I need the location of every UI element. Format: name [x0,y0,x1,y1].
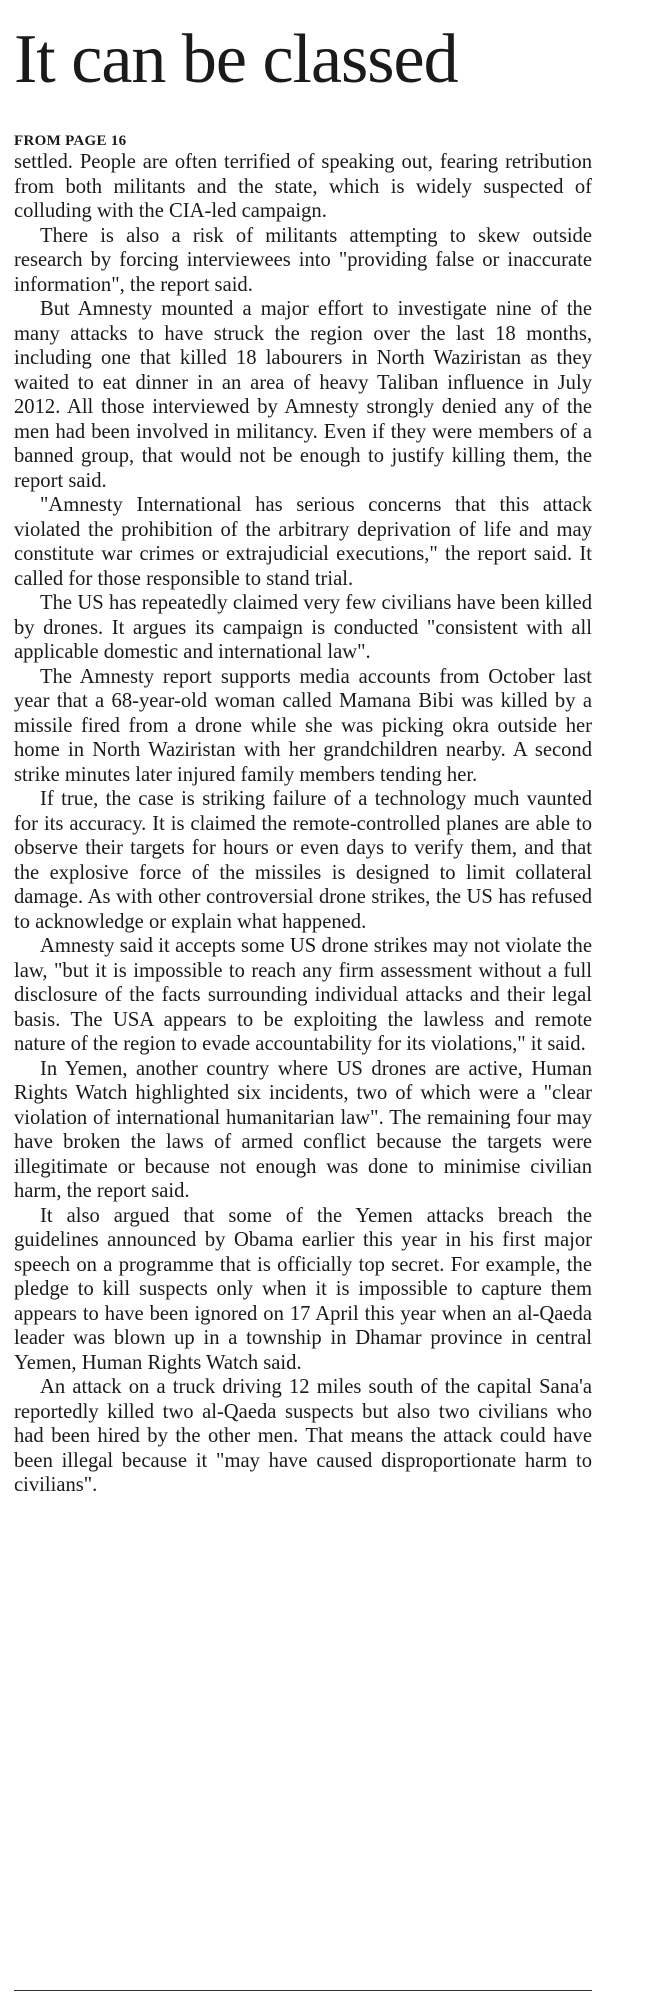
article-paragraph: An attack on a truck driving 12 miles south of the capital Sana'a reportedly killed two al-Qaeda suspects but also two civilians who had been hired by the other men. That means the attack could have been illegal because it "may have caused disproportionate harm to civilians". [14,1376,592,1496]
article-paragraph: But Amnesty mounted a major effort to investigate nine of the many attacks to have struck the region over the last 18 months, including one that killed 18 labourers in North Waziristan as they waited to eat dinner in an area of heavy Taliban influence in July 2012. All those interviewed by Amnesty strongly denied any of the men had been involved in militancy. Even if they were members of a banned group, that would not be enough to justify killing them, the report said. [14,298,592,492]
article-paragraph: It also argued that some of the Yemen attacks breach the guidelines announced by Obama earlier this year in his first major speech on a programme that is officially top secret. For example, the pledge to kill suspects only when it is impossible to capture them appears to have been ignored on 17 April this year when an al-Qaeda leader was blown up in a township in Dhamar province in central Yemen, Human Rights Watch said. [14,1204,592,1374]
article-paragraph: There is also a risk of militants attempting to skew outside research by forcing interviewees into "providing false or inaccurate information", the report said. [14,224,592,296]
article-paragraph: settled. People are often terrified of speaking out, fearing retribution from both militants and the state, which is widely suspected of colluding with the CIA-led campaign. [14,151,592,222]
continued-from-label: FROM PAGE 16 [14,133,127,149]
article-paragraph: The Amnesty report supports media accounts from October last year that a 68-year-old woman called Mamana Bibi was killed by a missile fired from a drone while she was picking okra outside her home in North Waziristan with her grandchildren nearby. A second strike minutes later injured family members tending her. [14,665,592,786]
article-paragraph: If true, the case is striking failure of a technology much vaunted for its accuracy. It is claimed the remote-controlled planes are able to observe their targets for hours or even days to verify them, and that the explosive force of the missiles is designed to limit collateral damage. As with other controversial drone strikes, the US has refused to acknowledge or explain what happened. [14,788,592,933]
bottom-divider [14,1990,592,1991]
headline: It can be classed [14,21,458,98]
article-paragraph: Amnesty said it accepts some US drone strikes may not violate the law, "but it is impossible to reach any firm assessment without a full disclosure of the facts surrounding individual attacks and their legal basis. The USA appears to be exploiting the lawless and remote nature of the region to evade accountability for its violations," it said. [14,935,592,1055]
article-paragraph: "Amnesty International has serious concerns that this attack violated the prohibition of the arbitrary deprivation of life and may constitute war crimes or extrajudicial executions," the report said. It called for those responsible to stand trial. [14,494,592,590]
article-paragraph: The US has repeatedly claimed very few civilians have been killed by drones. It argues its campaign is conducted "consistent with all applicable domestic and international law". [14,592,592,663]
article-paragraph: In Yemen, another country where US drones are active, Human Rights Watch highlighted six incidents, two of which were a "clear violation of international humanitarian law". The remaining four may have broken the laws of armed conflict because the targets were illegitimate or because not enough was done to minimise civilian harm, the report said. [14,1057,592,1202]
article-body [14,150,592,1498]
